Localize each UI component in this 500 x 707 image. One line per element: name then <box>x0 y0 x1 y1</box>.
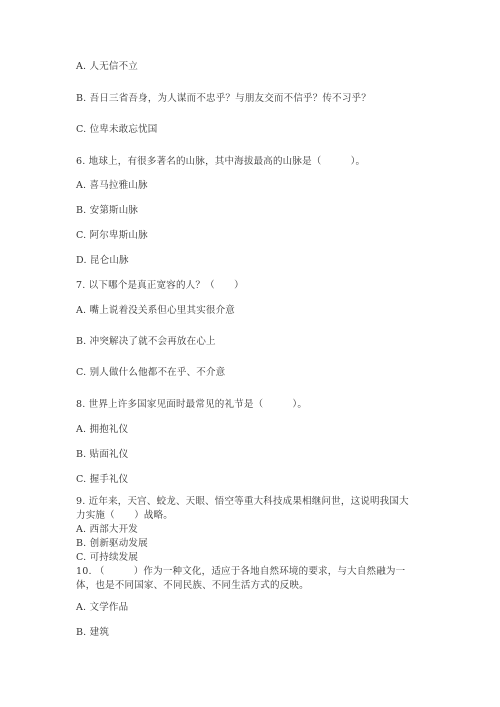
q6-stem: 6. 地球上，有很多著名的山脉，其中海拔最高的山脉是（ ）。 <box>76 156 366 167</box>
q7-stem: 7. 以下哪个是真正宽容的人？（ ） <box>76 280 244 291</box>
q9-stem-line1: 9. 近年来，天宫、蛟龙、天眼、悟空等重大科技成果相继问世，这说明我国大 <box>76 496 409 507</box>
q9-stem-line2: 力实施（ ）战略。 <box>76 510 174 521</box>
q8-option-b: B. 贴面礼仪 <box>76 449 129 460</box>
q9-option-a: A. 西部大开发 <box>76 524 139 535</box>
q6-option-a: A. 喜马拉雅山脉 <box>76 180 148 191</box>
q10-stem-line2: 体，也是不同国家、不同民族、不同生活方式的反映。 <box>76 580 309 591</box>
q8-stem: 8. 世界上许多国家见面时最常见的礼节是（ ）。 <box>76 399 308 410</box>
q6-option-d: D. 昆仑山脉 <box>76 255 129 266</box>
q8-option-c: C. 握手礼仪 <box>76 474 129 485</box>
q5-option-c: C. 位卑未敢忘忧国 <box>76 124 158 135</box>
q9-option-b: B. 创新驱动发展 <box>76 538 148 549</box>
q7-option-c: C. 别人做什么他都不在乎、不介意 <box>76 367 226 378</box>
q10-option-a: A. 文学作品 <box>76 602 129 613</box>
q7-option-a: A. 嘴上说着没关系但心里其实很介意 <box>76 305 236 316</box>
q10-stem-line1: 10. （ ）作为一种文化，适应于各地自然环境的要求，与大自然融为一 <box>76 566 406 577</box>
q9-option-c: C. 可持续发展 <box>76 552 139 563</box>
q7-option-b: B. 冲突解决了就不会再放在心上 <box>76 336 216 347</box>
q5-option-a: A. 人无信不立 <box>76 61 139 72</box>
q10-option-b: B. 建筑 <box>76 627 110 638</box>
q6-option-c: C. 阿尔卑斯山脉 <box>76 230 148 241</box>
q6-option-b: B. 安第斯山脉 <box>76 205 139 216</box>
q8-option-a: A. 拥抱礼仪 <box>76 424 129 435</box>
q5-option-b: B. 吾日三省吾身，为人谋而不忠乎？与朋友交而不信乎？传不习乎？ <box>76 93 371 104</box>
